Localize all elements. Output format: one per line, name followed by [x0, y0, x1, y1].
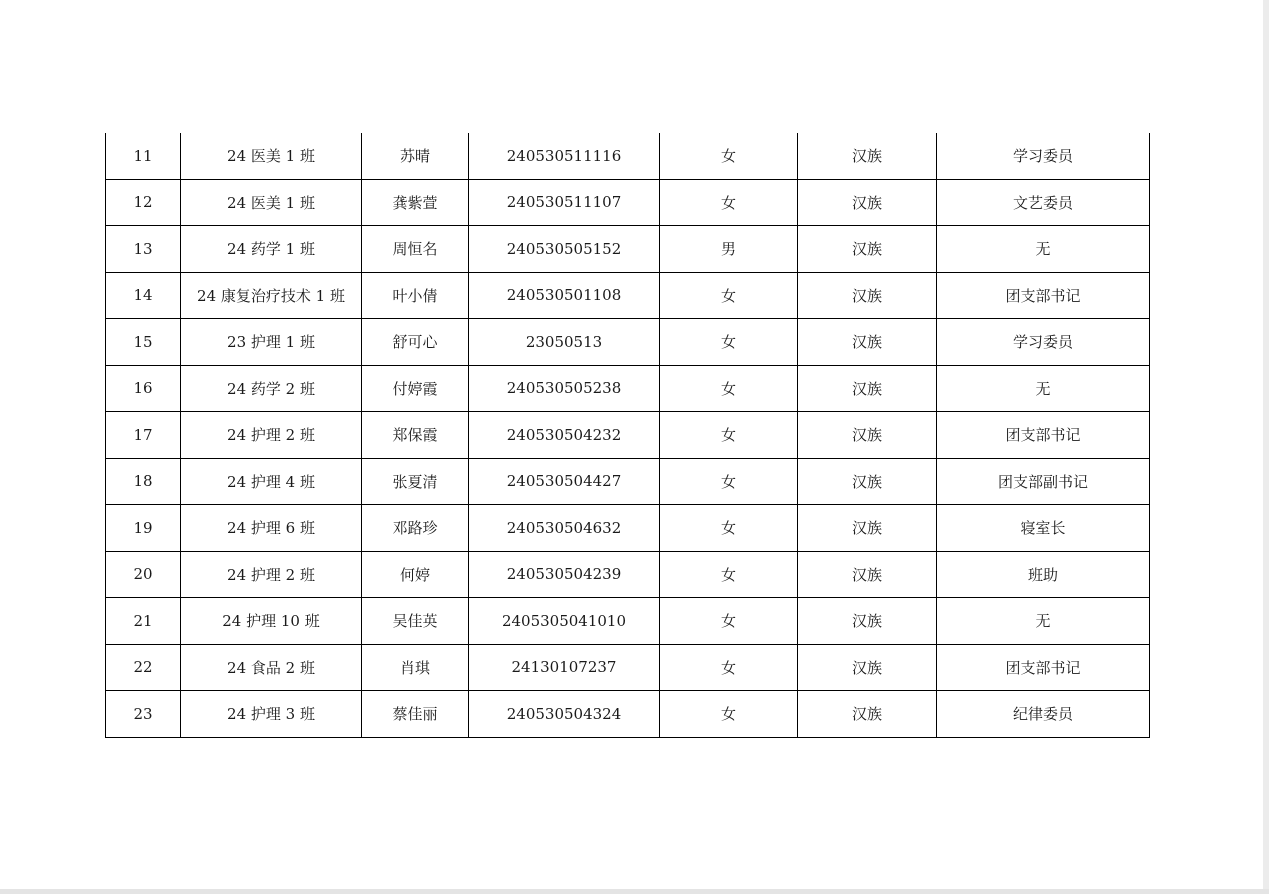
student-roster-table — [105, 133, 1150, 738]
row-number-cell: 18 — [106, 458, 181, 505]
table-row — [106, 598, 1150, 645]
table-row — [106, 505, 1150, 552]
table-row — [106, 551, 1150, 598]
name-cell: 舒可心 — [362, 319, 469, 366]
class-cell: 23 护理 1 班 — [181, 319, 362, 366]
ethnicity-cell: 汉族 — [798, 458, 937, 505]
position-cell: 团支部书记 — [937, 412, 1150, 459]
name-cell: 周恒名 — [362, 226, 469, 273]
position-cell: 团支部书记 — [937, 272, 1150, 319]
row-number-cell: 16 — [106, 365, 181, 412]
table-row — [106, 644, 1150, 691]
ethnicity-cell: 汉族 — [798, 644, 937, 691]
ethnicity-cell: 汉族 — [798, 412, 937, 459]
row-number-cell: 19 — [106, 505, 181, 552]
gender-cell: 女 — [660, 505, 798, 552]
table-row — [106, 272, 1150, 319]
name-cell: 何婷 — [362, 551, 469, 598]
position-cell: 学习委员 — [937, 133, 1150, 179]
gender-cell: 女 — [660, 691, 798, 738]
position-cell: 团支部副书记 — [937, 458, 1150, 505]
row-number-cell: 21 — [106, 598, 181, 645]
position-cell: 纪律委员 — [937, 691, 1150, 738]
class-cell: 24 食品 2 班 — [181, 644, 362, 691]
gender-cell: 女 — [660, 458, 798, 505]
row-number-cell: 22 — [106, 644, 181, 691]
class-cell: 24 药学 2 班 — [181, 365, 362, 412]
row-number-cell: 17 — [106, 412, 181, 459]
student-id-cell: 240530505238 — [469, 365, 660, 412]
class-cell: 24 医美 1 班 — [181, 179, 362, 226]
student-id-cell: 240530504632 — [469, 505, 660, 552]
table-row — [106, 226, 1150, 273]
name-cell: 张夏清 — [362, 458, 469, 505]
name-cell: 吴佳英 — [362, 598, 469, 645]
gender-cell: 女 — [660, 598, 798, 645]
student-id-cell: 240530504232 — [469, 412, 660, 459]
name-cell: 苏晴 — [362, 133, 469, 179]
class-cell: 24 药学 1 班 — [181, 226, 362, 273]
gender-cell: 女 — [660, 319, 798, 366]
student-id-cell: 240530504239 — [469, 551, 660, 598]
row-number-cell: 11 — [106, 133, 181, 179]
name-cell: 蔡佳丽 — [362, 691, 469, 738]
class-cell: 24 护理 6 班 — [181, 505, 362, 552]
table-row — [106, 365, 1150, 412]
row-number-cell: 14 — [106, 272, 181, 319]
name-cell: 龚紫萱 — [362, 179, 469, 226]
ethnicity-cell: 汉族 — [798, 551, 937, 598]
class-cell: 24 护理 4 班 — [181, 458, 362, 505]
table-row — [106, 319, 1150, 366]
row-number-cell: 23 — [106, 691, 181, 738]
gender-cell: 女 — [660, 133, 798, 179]
position-cell: 团支部书记 — [937, 644, 1150, 691]
gender-cell: 女 — [660, 365, 798, 412]
gender-cell: 女 — [660, 179, 798, 226]
table-row — [106, 179, 1150, 226]
ethnicity-cell: 汉族 — [798, 179, 937, 226]
row-number-cell: 13 — [106, 226, 181, 273]
student-id-cell: 2405305041010 — [469, 598, 660, 645]
class-cell: 24 护理 2 班 — [181, 412, 362, 459]
viewer-bottom-edge — [0, 889, 1269, 894]
ethnicity-cell: 汉族 — [798, 505, 937, 552]
viewer-right-edge — [1263, 0, 1269, 894]
position-cell: 班助 — [937, 551, 1150, 598]
table-row — [106, 691, 1150, 738]
ethnicity-cell: 汉族 — [798, 272, 937, 319]
row-number-cell: 12 — [106, 179, 181, 226]
student-id-cell: 240530501108 — [469, 272, 660, 319]
class-cell: 24 护理 2 班 — [181, 551, 362, 598]
table-row — [106, 133, 1150, 179]
row-number-cell: 15 — [106, 319, 181, 366]
position-cell: 无 — [937, 365, 1150, 412]
table-row — [106, 458, 1150, 505]
student-id-cell: 23050513 — [469, 319, 660, 366]
student-id-cell: 240530511107 — [469, 179, 660, 226]
student-id-cell: 240530504427 — [469, 458, 660, 505]
gender-cell: 男 — [660, 226, 798, 273]
position-cell: 寝室长 — [937, 505, 1150, 552]
row-number-cell: 20 — [106, 551, 181, 598]
class-cell: 24 护理 3 班 — [181, 691, 362, 738]
name-cell: 肖琪 — [362, 644, 469, 691]
roster-body — [106, 133, 1150, 737]
name-cell: 郑保霞 — [362, 412, 469, 459]
table-row — [106, 412, 1150, 459]
name-cell: 叶小倩 — [362, 272, 469, 319]
position-cell: 学习委员 — [937, 319, 1150, 366]
position-cell: 文艺委员 — [937, 179, 1150, 226]
position-cell: 无 — [937, 598, 1150, 645]
name-cell: 付婷霞 — [362, 365, 469, 412]
gender-cell: 女 — [660, 644, 798, 691]
class-cell: 24 康复治疗技术 1 班 — [181, 272, 362, 319]
position-cell: 无 — [937, 226, 1150, 273]
name-cell: 邓路珍 — [362, 505, 469, 552]
ethnicity-cell: 汉族 — [798, 365, 937, 412]
ethnicity-cell: 汉族 — [798, 319, 937, 366]
class-cell: 24 医美 1 班 — [181, 133, 362, 179]
student-id-cell: 240530504324 — [469, 691, 660, 738]
gender-cell: 女 — [660, 412, 798, 459]
gender-cell: 女 — [660, 272, 798, 319]
gender-cell: 女 — [660, 551, 798, 598]
ethnicity-cell: 汉族 — [798, 226, 937, 273]
ethnicity-cell: 汉族 — [798, 133, 937, 179]
student-id-cell: 24130107237 — [469, 644, 660, 691]
student-id-cell: 240530511116 — [469, 133, 660, 179]
student-id-cell: 240530505152 — [469, 226, 660, 273]
ethnicity-cell: 汉族 — [798, 691, 937, 738]
class-cell: 24 护理 10 班 — [181, 598, 362, 645]
ethnicity-cell: 汉族 — [798, 598, 937, 645]
